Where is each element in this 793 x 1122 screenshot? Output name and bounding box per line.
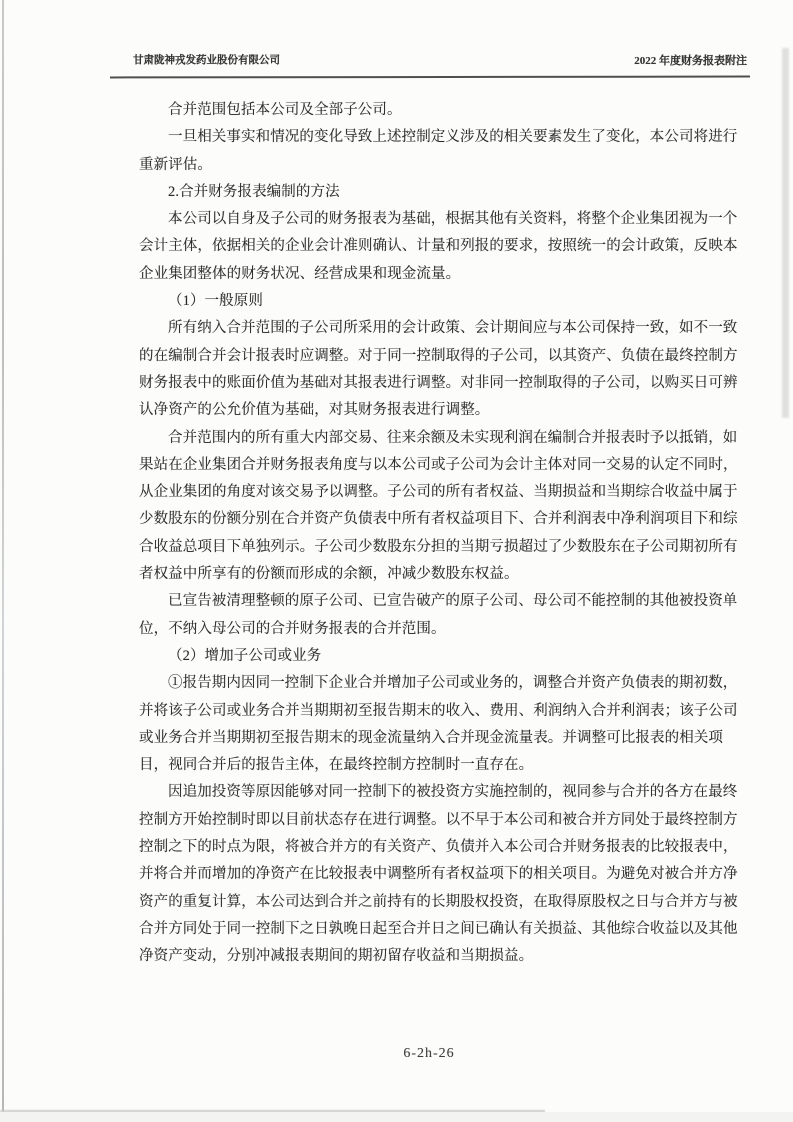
footer-page-number: 6-2h-26 (403, 1046, 455, 1061)
body-line: 财务报表中的账面价值为基础对其报表进行调整。对非同一控制取得的子公司，以购买日可辨 (139, 374, 738, 391)
body-line: 控制方开始控制时即以目前状态存在进行调整。以不早于本公司和被合并方同处于最终控制方 (139, 811, 738, 828)
header-rule (110, 76, 750, 79)
body-line: 合并范围内的所有重大内部交易、往来余额及未实现利润在编制合并报表时予以抵销，如 (168, 429, 738, 446)
body-line: ①报告期内因同一控制下企业合并增加子公司或业务的，调整合并资产负债表的期初数， (168, 675, 738, 692)
body-line: 的在编制合并会计报表时应调整。对于同一控制取得的子公司，以其资产、负债在最终控制方 (139, 347, 738, 364)
body-line: 合并方同处于同一控制下之日孰晚日起至合并日之间已确认有关损益、其他综合收益以及其他 (139, 920, 738, 937)
body-line: 会计主体，依据相关的企业会计准则确认、计量和列报的要求，按照统一的会计政策，反映本 (139, 238, 738, 255)
body-line: 重新评估。 (139, 156, 212, 173)
body-line: 所有纳入合并范围的子公司所采用的会计政策、会计期间应与本公司保持一致，如不一致 (168, 320, 738, 337)
body-line: 资产的重复计算，本公司达到合并之前持有的长期股权投资，在取得原股权之日与合并方与被 (139, 893, 738, 910)
body-line: （2）增加子公司或业务 (168, 647, 322, 664)
body-line: 少数股东的份额分别在合并资产负债表中所有者权益项目下、合并利润表中净利润项目下和综 (139, 511, 738, 528)
body-line: 已宣告被清理整顿的原子公司、已宣告破产的原子公司、母公司不能控制的其他被投资单 (168, 593, 738, 610)
body-line: 企业集团整体的财务状况、经营成果和现金流量。 (139, 265, 461, 282)
body-line: 一旦相关事实和情况的变化导致上述控制定义涉及的相关要素发生了变化，本公司将进行 (168, 129, 738, 146)
scan-edge-right (782, 48, 789, 418)
header-doc-title: 2022 年度财务报表附注 (634, 55, 747, 67)
body-line: 认净资产的公允价值为基础，对其财务报表进行调整。 (139, 402, 490, 419)
body-line: 并将该子公司或业务合并当期期初至报告期末的收入、费用、利润纳入合并利润表；该子公司 (139, 702, 738, 719)
body-line: 目，视同合并后的报告主体，在最终控制方控制时一直存在。 (139, 757, 534, 774)
body-line: 位，不纳入母公司的合并财务报表的合并范围。 (139, 620, 446, 637)
body-line: 或业务合并当期期初至报告期末的现金流量纳入合并现金流量表。并调整可比报表的相关项 (139, 729, 723, 746)
body-line: 控制之下的时点为限，将被合并方的有关资产、负债并入本公司合并财务报表的比较报表中， (139, 839, 738, 856)
body-line: 净资产变动，分别冲减报表期间的期初留存收益和当期损益。 (139, 948, 534, 965)
scan-edge-bottom-wash (0, 1112, 793, 1122)
body-line: 果站在企业集团合并财务报表角度与以本公司或子公司为会计主体对同一交易的认定不同时， (139, 456, 738, 473)
body-line: 2.合并财务报表编制的方法 (168, 183, 340, 200)
scan-edge-left (2, 0, 4, 1122)
body-line: 者权益中所享有的份额而形成的余额，冲减少数股东权益。 (139, 566, 519, 583)
body-line: 因追加投资等原因能够对同一控制下的被投资方实施控制的，视同参与合并的各方在最终 (168, 784, 738, 801)
body-line: 从企业集团的角度对该交易予以调整。子公司的所有者权益、当期损益和当期综合收益中属于 (139, 484, 738, 501)
body-line: 合收益总项目下单独列示。子公司少数股东分担的当期亏损超过了少数股东在子公司期初所有 (139, 538, 738, 555)
document-body (139, 97, 738, 971)
header-company-name: 甘肃陇神戎发药业股份有限公司 (133, 55, 280, 66)
body-line: （1）一般原则 (168, 293, 263, 310)
body-line: 合并范围包括本公司及全部子公司。 (168, 102, 402, 118)
body-line: 并将合并而增加的净资产在比较报表中调整所有者权益项下的相关项目。为避免对被合并方净 (139, 866, 738, 883)
body-line: 本公司以自身及子公司的财务报表为基础，根据其他有关资料，将整个企业集团视为一个 (168, 211, 738, 228)
